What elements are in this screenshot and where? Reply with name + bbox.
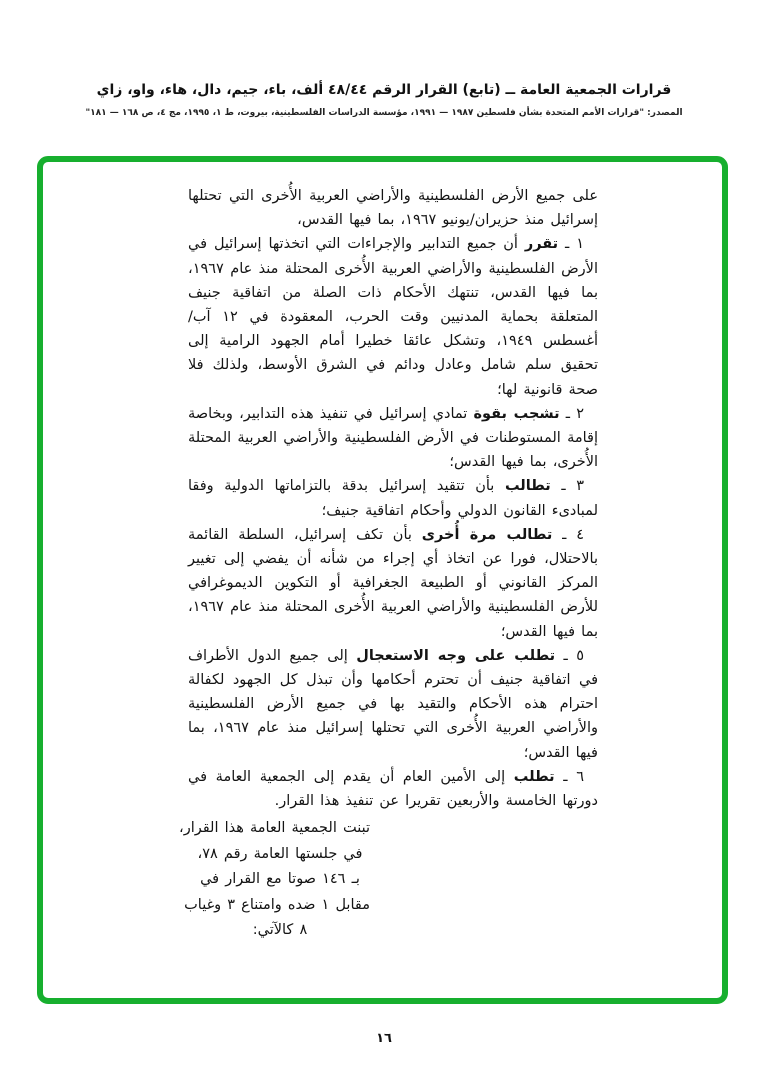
preamble-text: على جميع الأرض الفلسطينية والأراضي العربية الأُخرى التي تحتلها إسرائيل منذ حزيران/يونيو ١٩٦٧، بما فيها القدس، [188,188,598,229]
clause-1-text: أن جميع التدابير والإجراءات التي اتخذتها إسرائيل في الأرض الفلسطينية والأراضي العربية الأُخرى المحتلة منذ عام ١٩٦٧، بما فيها القدس، تنتهك الأحكام ذات الصلة من اتفاقية جنيف المتعلقة بحماية المدنيين وقت الحرب، المعقودة في ١٢ آب/أغسطس ١٩٤٩، وتشكل عائقا خطيرا أمام الجهود الرامية إلى تحقيق سلم شامل وعادل ودائم في الشرق الأوسط، ولذلك فلا صحة قانونية لها؛ [188,236,598,398]
vote-record-line: ٨ كالآتي: [252,922,308,939]
clause-4 [188,523,598,644]
clause-1-keyword: تقرر [524,236,559,253]
page-number: ١٦ [376,1031,392,1046]
clause-4-keyword: تطالب مرة أُخرى [421,526,553,543]
preamble-paragraph [188,184,598,232]
clause-6-number: ٦ ـ [563,768,585,785]
clause-5-text: إلى جميع الدول الأطراف في اتفاقية جنيف أن تحترم أحكامها وأن تبذل كل الجهود لكفالة احترام هذه الأحكام والتقيد بها في جميع الأرض الفلسطينية والأراضي العربية الأُخرى التي تحتلها إسرائيل منذ عام ١٩٦٧، بما فيها القدس؛ [188,647,598,761]
clause-6-keyword: تطلب [513,768,555,785]
clause-3-number: ٣ ـ [561,478,585,495]
vote-record [179,816,370,944]
clause-6-text: إلى الأمين العام أن يقدم إلى الجمعية العامة في دورتها الخامسة والأربعين تقريرا عن تنفيذ هذا القرار. [188,768,598,810]
clause-2-keyword: تشجب بقوة [473,405,560,422]
clause-4-number: ٤ ـ [562,526,584,543]
clause-4-text: بأن تكف إسرائيل، السلطة القائمة بالاحتلال، فورا عن اتخاذ أي إجراء من شأنه أن يفضي إلى تغيير المركز القانوني أو الطبيعة الجغرافية أو التكوين الديموغرافي للأرض الفلسطينية والأراضي العربية الأُخرى المحتلة منذ عام ١٩٦٧، بما فيها القدس؛ [188,526,598,640]
clause-6 [188,765,598,813]
clause-1 [188,232,598,401]
clause-3-keyword: تطالب [504,478,551,495]
clause-3 [188,474,598,522]
clause-3-text: بأن تتقيد إسرائيل بدقة بالتزاماتها الدولية وفقا لمبادىء القانون الدولي وأحكام اتفاقية جنيف؛ [188,478,598,519]
resolution-text [179,184,598,944]
clause-2-text: تمادي إسرائيل في تنفيذ هذه التدابير، وبخاصة إقامة المستوطنات في الأرض الفلسطينية والأراضي العربية المحتلة الأُخرى، بما فيها القدس؛ [188,405,598,471]
vote-record-line: بـ ١٤٦ صوتا مع القرار في [200,871,360,888]
vote-record-line: في جلستها العامة رقم ٧٨، [197,845,363,862]
clause-5 [188,644,598,765]
page-title: قرارات الجمعية العامة ــ (تابع) القرار الرقم ٤٨/٤٤ ألف، باء، جيم، دال، هاء، واو، زاي [96,82,672,98]
source-line: المصدر: "قرارات الأمم المتحدة بشأن فلسطين ١٩٨٧ — ١٩٩١، مؤسسة الدراسات الفلسطينية، بيروت، ط ١، ١٩٩٥، مج ٤، ص ١٦٨ — ١٨١" [85,108,683,118]
clause-2 [188,402,598,475]
vote-record-line: مقابل ١ ضده وامتناع ٣ وغياب [184,896,370,913]
clause-5-keyword: تطلب على وجه الاستعجال [356,647,556,664]
vote-record-line: تبنت الجمعية العامة هذا القرار، [179,820,370,837]
clause-5-number: ٥ ـ [563,647,585,664]
clause-1-number: ١ ـ [565,236,584,253]
clause-2-number: ٢ ـ [565,405,584,422]
content-border-box [37,156,728,1004]
